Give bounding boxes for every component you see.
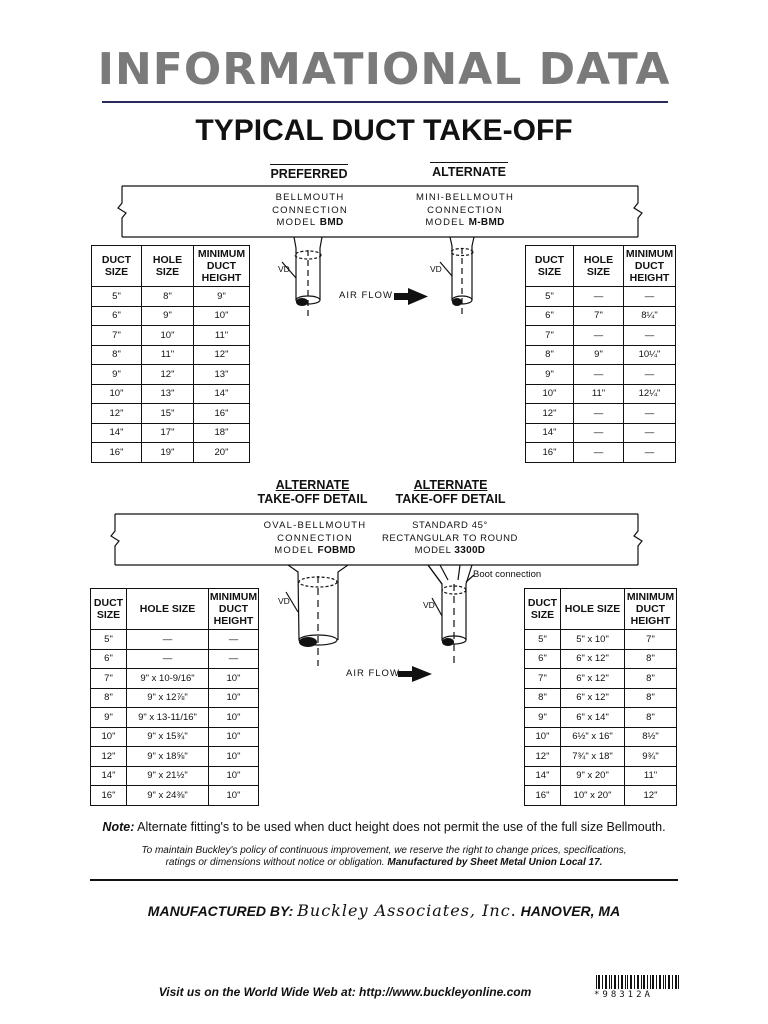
- table-row: [525, 727, 677, 747]
- table-cell: 7": [625, 630, 677, 650]
- table-row: [525, 688, 677, 708]
- table-row: [92, 365, 250, 385]
- bmd-line1: BELLMOUTH: [275, 192, 345, 203]
- bmd-model: BMD: [319, 217, 344, 228]
- table-cell: 13": [194, 365, 250, 385]
- vd-label-bmd: VD: [278, 264, 290, 274]
- alt-detail-left: [250, 478, 375, 506]
- fobmd-model: FOBMD: [317, 545, 356, 556]
- table-row: [526, 404, 676, 424]
- table-row: [92, 345, 250, 365]
- table-cell: 10": [142, 326, 194, 346]
- preferred-label: PREFERRED: [270, 164, 348, 181]
- table-cell: —: [574, 423, 624, 443]
- policy-text: [0, 845, 768, 869]
- table-cell: —: [127, 630, 209, 650]
- table-row: [91, 649, 259, 669]
- table-row: [526, 365, 676, 385]
- table-cell: 14": [91, 766, 127, 786]
- table-row: [92, 443, 250, 463]
- table-cell: 7": [92, 326, 142, 346]
- table-cell: 6": [91, 649, 127, 669]
- table-cell: 16": [525, 786, 561, 806]
- table-cell: 8": [91, 688, 127, 708]
- table-cell: 6" x 12": [561, 688, 625, 708]
- table-cell: 8": [625, 649, 677, 669]
- fobmd-line2: CONNECTION: [277, 532, 353, 544]
- table-cell: —: [209, 630, 259, 650]
- table-row: [525, 649, 677, 669]
- table-cell: 9": [526, 365, 574, 385]
- table-row: [91, 688, 259, 708]
- table-header-row: [91, 589, 259, 630]
- table-row: [525, 708, 677, 728]
- page-subtitle: TYPICAL DUCT TAKE-OFF: [195, 114, 573, 147]
- table-cell: 19": [142, 443, 194, 463]
- table-cell: 10" x 20": [561, 786, 625, 806]
- table-cell: 7": [91, 669, 127, 689]
- table-row: [525, 630, 677, 650]
- table-cell: 8": [526, 345, 574, 365]
- table-cell: —: [624, 326, 676, 346]
- alt-detail-right-2: TAKE-OFF DETAIL: [395, 492, 506, 506]
- table-cell: 5": [91, 630, 127, 650]
- boot-shading-2: [442, 638, 454, 646]
- table-cell: 10": [209, 688, 259, 708]
- table-cell: 15": [142, 404, 194, 424]
- mfg-prefix: MANUFACTURED BY:: [147, 903, 294, 919]
- oval-bellmouth-fitting-2: [286, 565, 348, 666]
- vd-label-3300d: VD: [423, 600, 435, 610]
- column-header: DUCT SIZE: [91, 589, 127, 630]
- fobmd-line1: OVAL-BELLMOUTH: [263, 520, 367, 531]
- table-cell: 8": [142, 287, 194, 307]
- mbmd-size-table: [525, 245, 676, 463]
- note-line: [0, 820, 768, 834]
- 3300d-model-prefix: MODEL: [414, 545, 452, 556]
- column-header: HOLE SIZE: [574, 246, 624, 287]
- policy-line1: To maintain Buckley's policy of continuous improvement, we reserve the right to change prices, specifications,: [141, 845, 627, 856]
- table-cell: 12": [625, 786, 677, 806]
- table-cell: 9": [194, 287, 250, 307]
- table-row: [525, 747, 677, 767]
- column-header: HOLE SIZE: [127, 589, 209, 630]
- table-cell: 9" x 24⅜": [127, 786, 209, 806]
- table-cell: 6" x 12": [561, 669, 625, 689]
- table-row: [526, 306, 676, 326]
- table-header-row: [526, 246, 676, 287]
- table-cell: 9": [142, 306, 194, 326]
- 3300d-line1: STANDARD 45°: [412, 520, 488, 531]
- table-cell: 20": [194, 443, 250, 463]
- table-cell: 10": [525, 727, 561, 747]
- table-cell: 8": [625, 708, 677, 728]
- table-cell: 18": [194, 423, 250, 443]
- bmd-model-line: [240, 217, 380, 230]
- vd-label-fobmd: VD: [278, 596, 290, 606]
- page-title: INFORMATIONAL DATA: [97, 44, 671, 95]
- website-line: Visit us on the World Wide Web at: http://www.buckleyonline.com: [158, 985, 532, 999]
- column-header: DUCT SIZE: [526, 246, 574, 287]
- policy-union: Manufactured by Sheet Metal Union Local 17.: [387, 857, 603, 868]
- table-cell: 8": [625, 669, 677, 689]
- column-header: DUCT SIZE: [525, 589, 561, 630]
- table-cell: 10": [209, 669, 259, 689]
- table-cell: 9¾": [625, 747, 677, 767]
- table-cell: 10": [209, 727, 259, 747]
- table-row: [92, 306, 250, 326]
- table-cell: 8": [525, 688, 561, 708]
- table-cell: —: [574, 365, 624, 385]
- column-header: HOLE SIZE: [142, 246, 194, 287]
- table-cell: 10": [91, 727, 127, 747]
- table-cell: 14": [194, 384, 250, 404]
- table-cell: 9" x 12⅞": [127, 688, 209, 708]
- table-cell: 9": [91, 708, 127, 728]
- table-row: [92, 404, 250, 424]
- table-cell: 6½" x 16": [561, 727, 625, 747]
- company-location: HANOVER, MA: [520, 903, 621, 919]
- table-cell: 12": [142, 365, 194, 385]
- table-row: [525, 669, 677, 689]
- table-cell: 9": [92, 365, 142, 385]
- table-cell: 10": [209, 747, 259, 767]
- table-cell: —: [574, 287, 624, 307]
- table-cell: 6" x 14": [561, 708, 625, 728]
- alternate-label: ALTERNATE: [430, 162, 508, 179]
- table-cell: 5": [526, 287, 574, 307]
- table-row: [92, 326, 250, 346]
- table-cell: —: [574, 443, 624, 463]
- mbmd-model: M-BMD: [468, 217, 505, 228]
- table-cell: 10": [526, 384, 574, 404]
- table-cell: 11": [574, 384, 624, 404]
- alt-detail-left-1: ALTERNATE: [275, 478, 350, 492]
- table-row: [92, 423, 250, 443]
- vd-label-mbmd: VD: [430, 264, 442, 274]
- table-cell: 9" x 21½": [127, 766, 209, 786]
- table-cell: 5" x 10": [561, 630, 625, 650]
- table-cell: 11": [625, 766, 677, 786]
- table-cell: 16": [526, 443, 574, 463]
- table-cell: 7": [574, 306, 624, 326]
- airflow-arrow-2: [398, 666, 432, 682]
- barcode-number: *98312A: [594, 990, 653, 1000]
- table-cell: 6": [525, 649, 561, 669]
- table-cell: 7": [526, 326, 574, 346]
- table-cell: 12": [525, 747, 561, 767]
- table-row: [92, 384, 250, 404]
- table-header-row: [525, 589, 677, 630]
- table-cell: 5": [525, 630, 561, 650]
- table-cell: 7¾" x 18": [561, 747, 625, 767]
- table-row: [91, 727, 259, 747]
- table-row: [526, 384, 676, 404]
- mini-bellmouth-shading-1: [452, 298, 462, 306]
- table-row: [91, 669, 259, 689]
- bmd-size-table: [91, 245, 250, 463]
- column-header: DUCT SIZE: [92, 246, 142, 287]
- boot-connection-label: Boot connection: [473, 569, 542, 580]
- table-cell: 12¼": [624, 384, 676, 404]
- column-header: MINIMUM DUCT HEIGHT: [194, 246, 250, 287]
- table-cell: 9": [525, 708, 561, 728]
- mbmd-model-line: [395, 217, 535, 230]
- table-row: [526, 423, 676, 443]
- table-row: [91, 630, 259, 650]
- table-cell: 12": [92, 404, 142, 424]
- 3300d-model-line: [375, 545, 525, 558]
- manufacturer-line: [0, 901, 768, 920]
- note-label: Note:: [102, 820, 135, 834]
- table-cell: 6": [92, 306, 142, 326]
- table-cell: 10": [92, 384, 142, 404]
- table-cell: —: [624, 423, 676, 443]
- alt-detail-left-2: TAKE-OFF DETAIL: [257, 492, 368, 506]
- table-cell: 9" x 13-11/16": [127, 708, 209, 728]
- oval-shading-2: [299, 637, 317, 647]
- table-cell: 12": [194, 345, 250, 365]
- table-cell: 14": [92, 423, 142, 443]
- table-cell: 8": [92, 345, 142, 365]
- 3300d-duct-label: [375, 520, 525, 558]
- table-cell: 9" x 20": [561, 766, 625, 786]
- table-cell: 12": [91, 747, 127, 767]
- note-text: Alternate fitting's to be used when duct height does not permit the use of the full size Bellmouth.: [134, 820, 666, 834]
- footer-divider: [90, 879, 678, 881]
- table-row: [91, 766, 259, 786]
- fobmd-model-line: [245, 545, 385, 558]
- table-row: [526, 326, 676, 346]
- mbmd-model-prefix: MODEL: [425, 217, 465, 228]
- table-cell: —: [624, 404, 676, 424]
- table-cell: 9" x 15¾": [127, 727, 209, 747]
- bmd-model-prefix: MODEL: [276, 217, 316, 228]
- table-row: [91, 786, 259, 806]
- main-duct-1: [118, 186, 642, 237]
- table-cell: 7": [525, 669, 561, 689]
- table-cell: 8": [625, 688, 677, 708]
- table-cell: 17": [142, 423, 194, 443]
- table-row: [526, 345, 676, 365]
- table-cell: 10": [209, 766, 259, 786]
- boot-fitting-2: [428, 565, 474, 666]
- table-cell: 9" x 18⅝": [127, 747, 209, 767]
- table-cell: —: [624, 287, 676, 307]
- table-row: [526, 287, 676, 307]
- alt-detail-right-1: ALTERNATE: [413, 478, 488, 492]
- table-cell: 8½": [625, 727, 677, 747]
- column-header: MINIMUM DUCT HEIGHT: [625, 589, 677, 630]
- alt-detail-right: [388, 478, 513, 506]
- fobmd-duct-label: [245, 520, 385, 558]
- column-header: MINIMUM DUCT HEIGHT: [209, 589, 259, 630]
- policy-line2-text: ratings or dimensions without notice or obligation.: [165, 857, 385, 868]
- bmd-line2: CONNECTION: [272, 204, 348, 216]
- table-cell: 14": [525, 766, 561, 786]
- airflow-arrow-1: [394, 288, 428, 305]
- table-cell: —: [209, 649, 259, 669]
- 3300d-size-table: [524, 588, 677, 806]
- table-cell: 11": [142, 345, 194, 365]
- mbmd-line2: CONNECTION: [427, 204, 503, 216]
- airflow-label-2: AIR FLOW: [346, 668, 400, 679]
- table-cell: 12": [526, 404, 574, 424]
- 3300d-line2: RECTANGULAR TO ROUND: [381, 532, 519, 544]
- table-cell: 13": [142, 384, 194, 404]
- table-cell: —: [574, 326, 624, 346]
- table-row: [525, 766, 677, 786]
- table-header-row: [92, 246, 250, 287]
- table-cell: —: [574, 404, 624, 424]
- table-cell: 10": [209, 786, 259, 806]
- bellmouth-shading-1: [296, 298, 308, 306]
- table-cell: 10¼": [624, 345, 676, 365]
- table-cell: 16": [91, 786, 127, 806]
- table-cell: 9": [574, 345, 624, 365]
- table-row: [525, 786, 677, 806]
- table-cell: —: [624, 443, 676, 463]
- table-row: [92, 287, 250, 307]
- fobmd-size-table: [90, 588, 259, 806]
- table-cell: 6" x 12": [561, 649, 625, 669]
- table-cell: 6": [526, 306, 574, 326]
- table-cell: 8¼": [624, 306, 676, 326]
- table-cell: 9" x 10-9/16": [127, 669, 209, 689]
- table-cell: 11": [194, 326, 250, 346]
- table-row: [91, 708, 259, 728]
- company-name: Buckley Associates, Inc.: [297, 901, 517, 920]
- mbmd-duct-label: [395, 192, 535, 230]
- table-row: [526, 443, 676, 463]
- column-header: MINIMUM DUCT HEIGHT: [624, 246, 676, 287]
- table-cell: —: [624, 365, 676, 385]
- column-header: HOLE SIZE: [561, 589, 625, 630]
- table-row: [91, 747, 259, 767]
- table-cell: 5": [92, 287, 142, 307]
- airflow-label-1: AIR FLOW: [339, 290, 393, 301]
- table-cell: —: [127, 649, 209, 669]
- policy-line2: [0, 857, 768, 869]
- fobmd-model-prefix: MODEL: [274, 545, 314, 556]
- table-cell: 16": [92, 443, 142, 463]
- table-cell: 10": [209, 708, 259, 728]
- 3300d-model: 3300D: [454, 545, 486, 556]
- bmd-duct-label: [240, 192, 380, 230]
- mbmd-line1: MINI-BELLMOUTH: [415, 192, 515, 203]
- table-cell: 10": [194, 306, 250, 326]
- table-cell: 16": [194, 404, 250, 424]
- table-cell: 14": [526, 423, 574, 443]
